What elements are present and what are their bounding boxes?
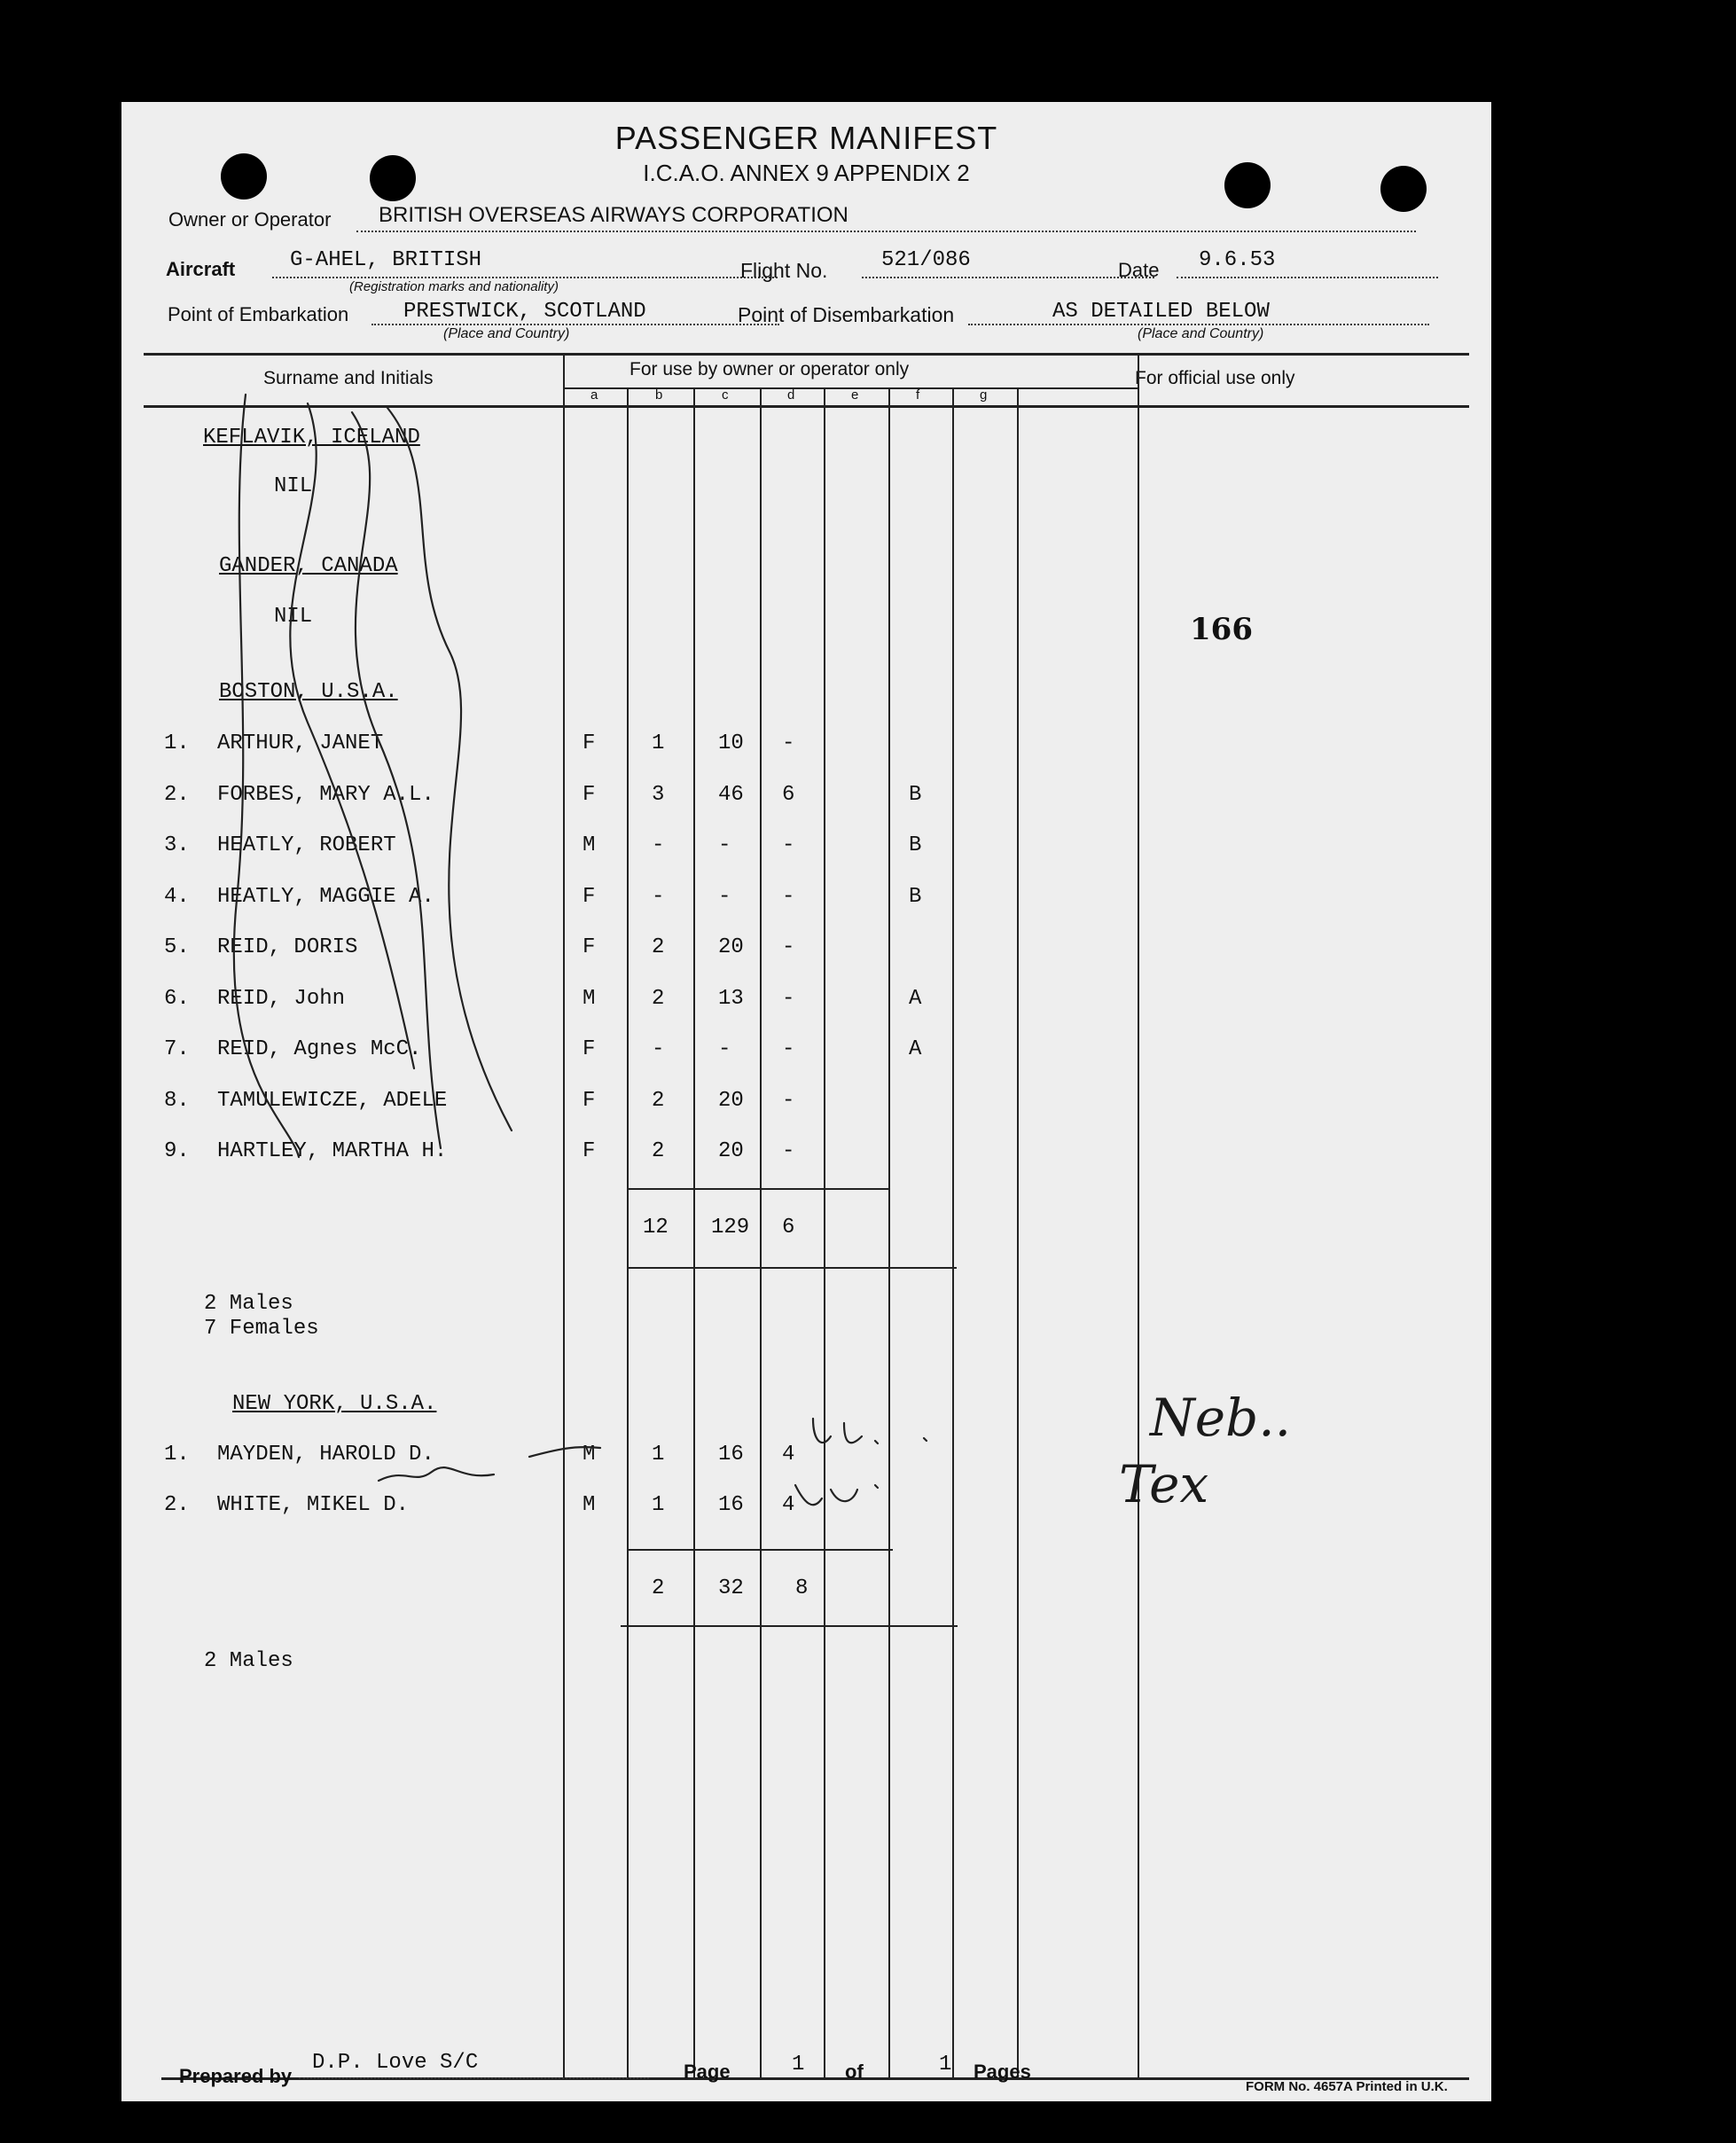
passenger-col-b: 2 <box>652 1139 665 1163</box>
passenger-col-a: F <box>583 782 596 807</box>
passenger-col-b: 3 <box>652 782 665 807</box>
prepared-label: Prepared by <box>179 2065 293 2087</box>
passenger-name: REID, John <box>217 986 346 1011</box>
passenger-col-c: - <box>718 1037 731 1061</box>
column-label-a: a <box>590 387 598 403</box>
passenger-col-b: 1 <box>652 1493 665 1517</box>
passenger-col-d: 6 <box>782 782 795 807</box>
disembarkation-label: Point of Disembarkation <box>738 303 955 326</box>
passenger-col-d: - <box>782 986 795 1011</box>
total-d: 8 <box>795 1576 809 1600</box>
prepared-value: D.P. Love S/C <box>312 2051 479 2075</box>
passenger-col-d: - <box>782 935 795 959</box>
passenger-col-c: 46 <box>718 782 744 807</box>
total-b: 12 <box>643 1216 669 1240</box>
stop-nil: NIL <box>274 605 313 629</box>
pen-scribble <box>529 1447 600 1457</box>
passenger-name: HEATLY, ROBERT <box>217 833 396 857</box>
passenger-col-b: - <box>652 884 665 909</box>
passenger-name: REID, Agnes McC. <box>217 1037 422 1061</box>
pen-scribble <box>924 1438 927 1441</box>
passenger-col-c: - <box>718 884 731 909</box>
passenger-col-b: 2 <box>652 1088 665 1113</box>
aircraft-label: Aircraft <box>166 258 236 280</box>
summary-line: 2 Males <box>204 1649 293 1673</box>
passenger-col-c: 20 <box>718 1139 744 1163</box>
passenger-col-c: 16 <box>718 1443 744 1466</box>
official-number: 166 <box>1190 612 1253 647</box>
handwritten-strokes <box>121 102 1491 2101</box>
pen-scribble <box>795 1485 878 1505</box>
summary-line: 7 Females <box>204 1317 319 1341</box>
total-c: 32 <box>718 1576 744 1600</box>
surname-header: Surname and Initials <box>263 368 434 388</box>
passenger-name: HARTLEY, MARTHA H. <box>217 1139 448 1163</box>
total-d: 6 <box>782 1216 795 1240</box>
column-label-e: e <box>851 387 859 403</box>
pen-scribble <box>387 408 512 1130</box>
column-label-c: c <box>722 387 729 403</box>
handwritten-annotation: Neb.. <box>1150 1388 1292 1448</box>
pen-scribble <box>234 395 299 1157</box>
stop-nil: NIL <box>274 474 313 498</box>
passenger-name: FORBES, MARY A.L. <box>217 782 434 807</box>
disembarkation-value: AS DETAILED BELOW <box>1052 300 1270 324</box>
form-title: PASSENGER MANIFEST <box>614 120 998 156</box>
passenger-col-d: 4 <box>782 1443 795 1466</box>
total-b: 2 <box>652 1576 665 1600</box>
passenger-col-c: 20 <box>718 935 744 959</box>
stop-place: GANDER, CANADA <box>219 554 398 578</box>
passenger-col-b: 2 <box>652 986 665 1011</box>
passenger-number: 2. <box>164 782 190 807</box>
embarkation-note: (Place and Country) <box>443 326 570 341</box>
passenger-number: 4. <box>164 884 190 909</box>
passenger-number: 5. <box>164 935 190 959</box>
pen-scribble <box>352 412 441 1148</box>
passenger-col-a: F <box>583 1088 596 1113</box>
handwritten-annotation: Tex <box>1119 1454 1209 1514</box>
passenger-col-a: F <box>583 884 596 909</box>
passenger-col-a: F <box>583 731 596 755</box>
total-c: 129 <box>711 1216 750 1240</box>
passenger-col-d: - <box>782 731 795 755</box>
passenger-name: TAMULEWICZE, ADELE <box>217 1088 448 1113</box>
passenger-col-a: M <box>583 1493 596 1517</box>
of-label: of <box>845 2061 864 2083</box>
official-use-header: For official use only <box>1135 368 1295 388</box>
form-number: FORM No. 4657A Printed in U.K. <box>1246 2079 1448 2094</box>
passenger-name: WHITE, MIKEL D. <box>217 1493 410 1517</box>
of-value: 1 <box>939 2053 952 2077</box>
passenger-number: 7. <box>164 1037 190 1061</box>
passenger-col-d: - <box>782 1088 795 1113</box>
passenger-col-f: B <box>909 782 922 807</box>
passenger-number: 8. <box>164 1088 190 1113</box>
passenger-number: 3. <box>164 833 190 857</box>
manifest-sheet <box>121 102 1491 2101</box>
pen-scribble <box>813 1419 878 1443</box>
passenger-col-b: 1 <box>652 1443 665 1466</box>
disembarkation-note: (Place and Country) <box>1138 326 1264 341</box>
flight-label: Flight No. <box>740 259 828 282</box>
passenger-col-b: - <box>652 1037 665 1061</box>
passenger-name: ARTHUR, JANET <box>217 731 384 755</box>
owner-use-header: For use by owner or operator only <box>629 359 910 379</box>
passenger-col-a: F <box>583 935 596 959</box>
passenger-number: 9. <box>164 1139 190 1163</box>
passenger-col-a: F <box>583 1139 596 1163</box>
aircraft-value: G-AHEL, BRITISH <box>290 248 482 272</box>
passenger-col-a: M <box>583 986 596 1011</box>
passenger-number: 1. <box>164 731 190 755</box>
passenger-number: 2. <box>164 1493 190 1517</box>
operator-label: Owner or Operator <box>168 208 332 231</box>
date-value: 9.6.53 <box>1199 248 1276 272</box>
form-subtitle: I.C.A.O. ANNEX 9 APPENDIX 2 <box>643 160 970 186</box>
passenger-col-d: - <box>782 1139 795 1163</box>
prepared-line <box>299 2077 649 2079</box>
passenger-col-c: 20 <box>718 1088 744 1113</box>
passenger-col-d: - <box>782 884 795 909</box>
summary-line: 2 Males <box>204 1292 293 1316</box>
pages-label: Pages <box>974 2061 1031 2083</box>
passenger-col-f: A <box>909 1037 922 1061</box>
passenger-col-b: 2 <box>652 935 665 959</box>
pen-scribble <box>379 1467 494 1481</box>
passenger-number: 6. <box>164 986 190 1011</box>
page-value: 1 <box>792 2053 805 2077</box>
column-label-g: g <box>980 387 988 403</box>
passenger-col-a: F <box>583 1037 596 1061</box>
aircraft-note: (Registration marks and nationality) <box>349 279 559 294</box>
passenger-col-d: - <box>782 833 795 857</box>
passenger-col-f: B <box>909 833 922 857</box>
passenger-col-d: - <box>782 1037 795 1061</box>
page-label: Page <box>684 2061 731 2083</box>
passenger-name: HEATLY, MAGGIE A. <box>217 884 434 909</box>
passenger-number: 1. <box>164 1443 190 1466</box>
passenger-col-a: M <box>583 833 596 857</box>
passenger-col-c: 16 <box>718 1493 744 1517</box>
passenger-col-b: - <box>652 833 665 857</box>
passenger-col-c: 10 <box>718 731 744 755</box>
column-label-d: d <box>787 387 795 403</box>
column-label-b: b <box>655 387 663 403</box>
pen-scribble <box>290 403 414 1068</box>
passenger-col-c: - <box>718 833 731 857</box>
passenger-col-d: 4 <box>782 1493 795 1517</box>
passenger-col-b: 1 <box>652 731 665 755</box>
embarkation-label: Point of Embarkation <box>168 303 349 325</box>
destination-new-york: NEW YORK, U.S.A. <box>232 1392 437 1416</box>
operator-value: BRITISH OVERSEAS AIRWAYS CORPORATION <box>379 203 848 227</box>
passenger-name: REID, DORIS <box>217 935 358 959</box>
embarkation-value: PRESTWICK, SCOTLAND <box>403 300 646 324</box>
passenger-name: MAYDEN, HAROLD D. <box>217 1443 434 1466</box>
stop-place: KEFLAVIK, ICELAND <box>203 426 420 450</box>
column-label-f: f <box>916 387 920 403</box>
passenger-col-c: 13 <box>718 986 744 1011</box>
destination-boston: BOSTON, U.S.A. <box>219 680 398 704</box>
passenger-col-f: B <box>909 884 922 909</box>
passenger-col-f: A <box>909 986 922 1011</box>
flight-value: 521/086 <box>881 248 971 272</box>
date-label: Date <box>1118 259 1160 281</box>
passenger-col-a: M <box>583 1443 596 1466</box>
